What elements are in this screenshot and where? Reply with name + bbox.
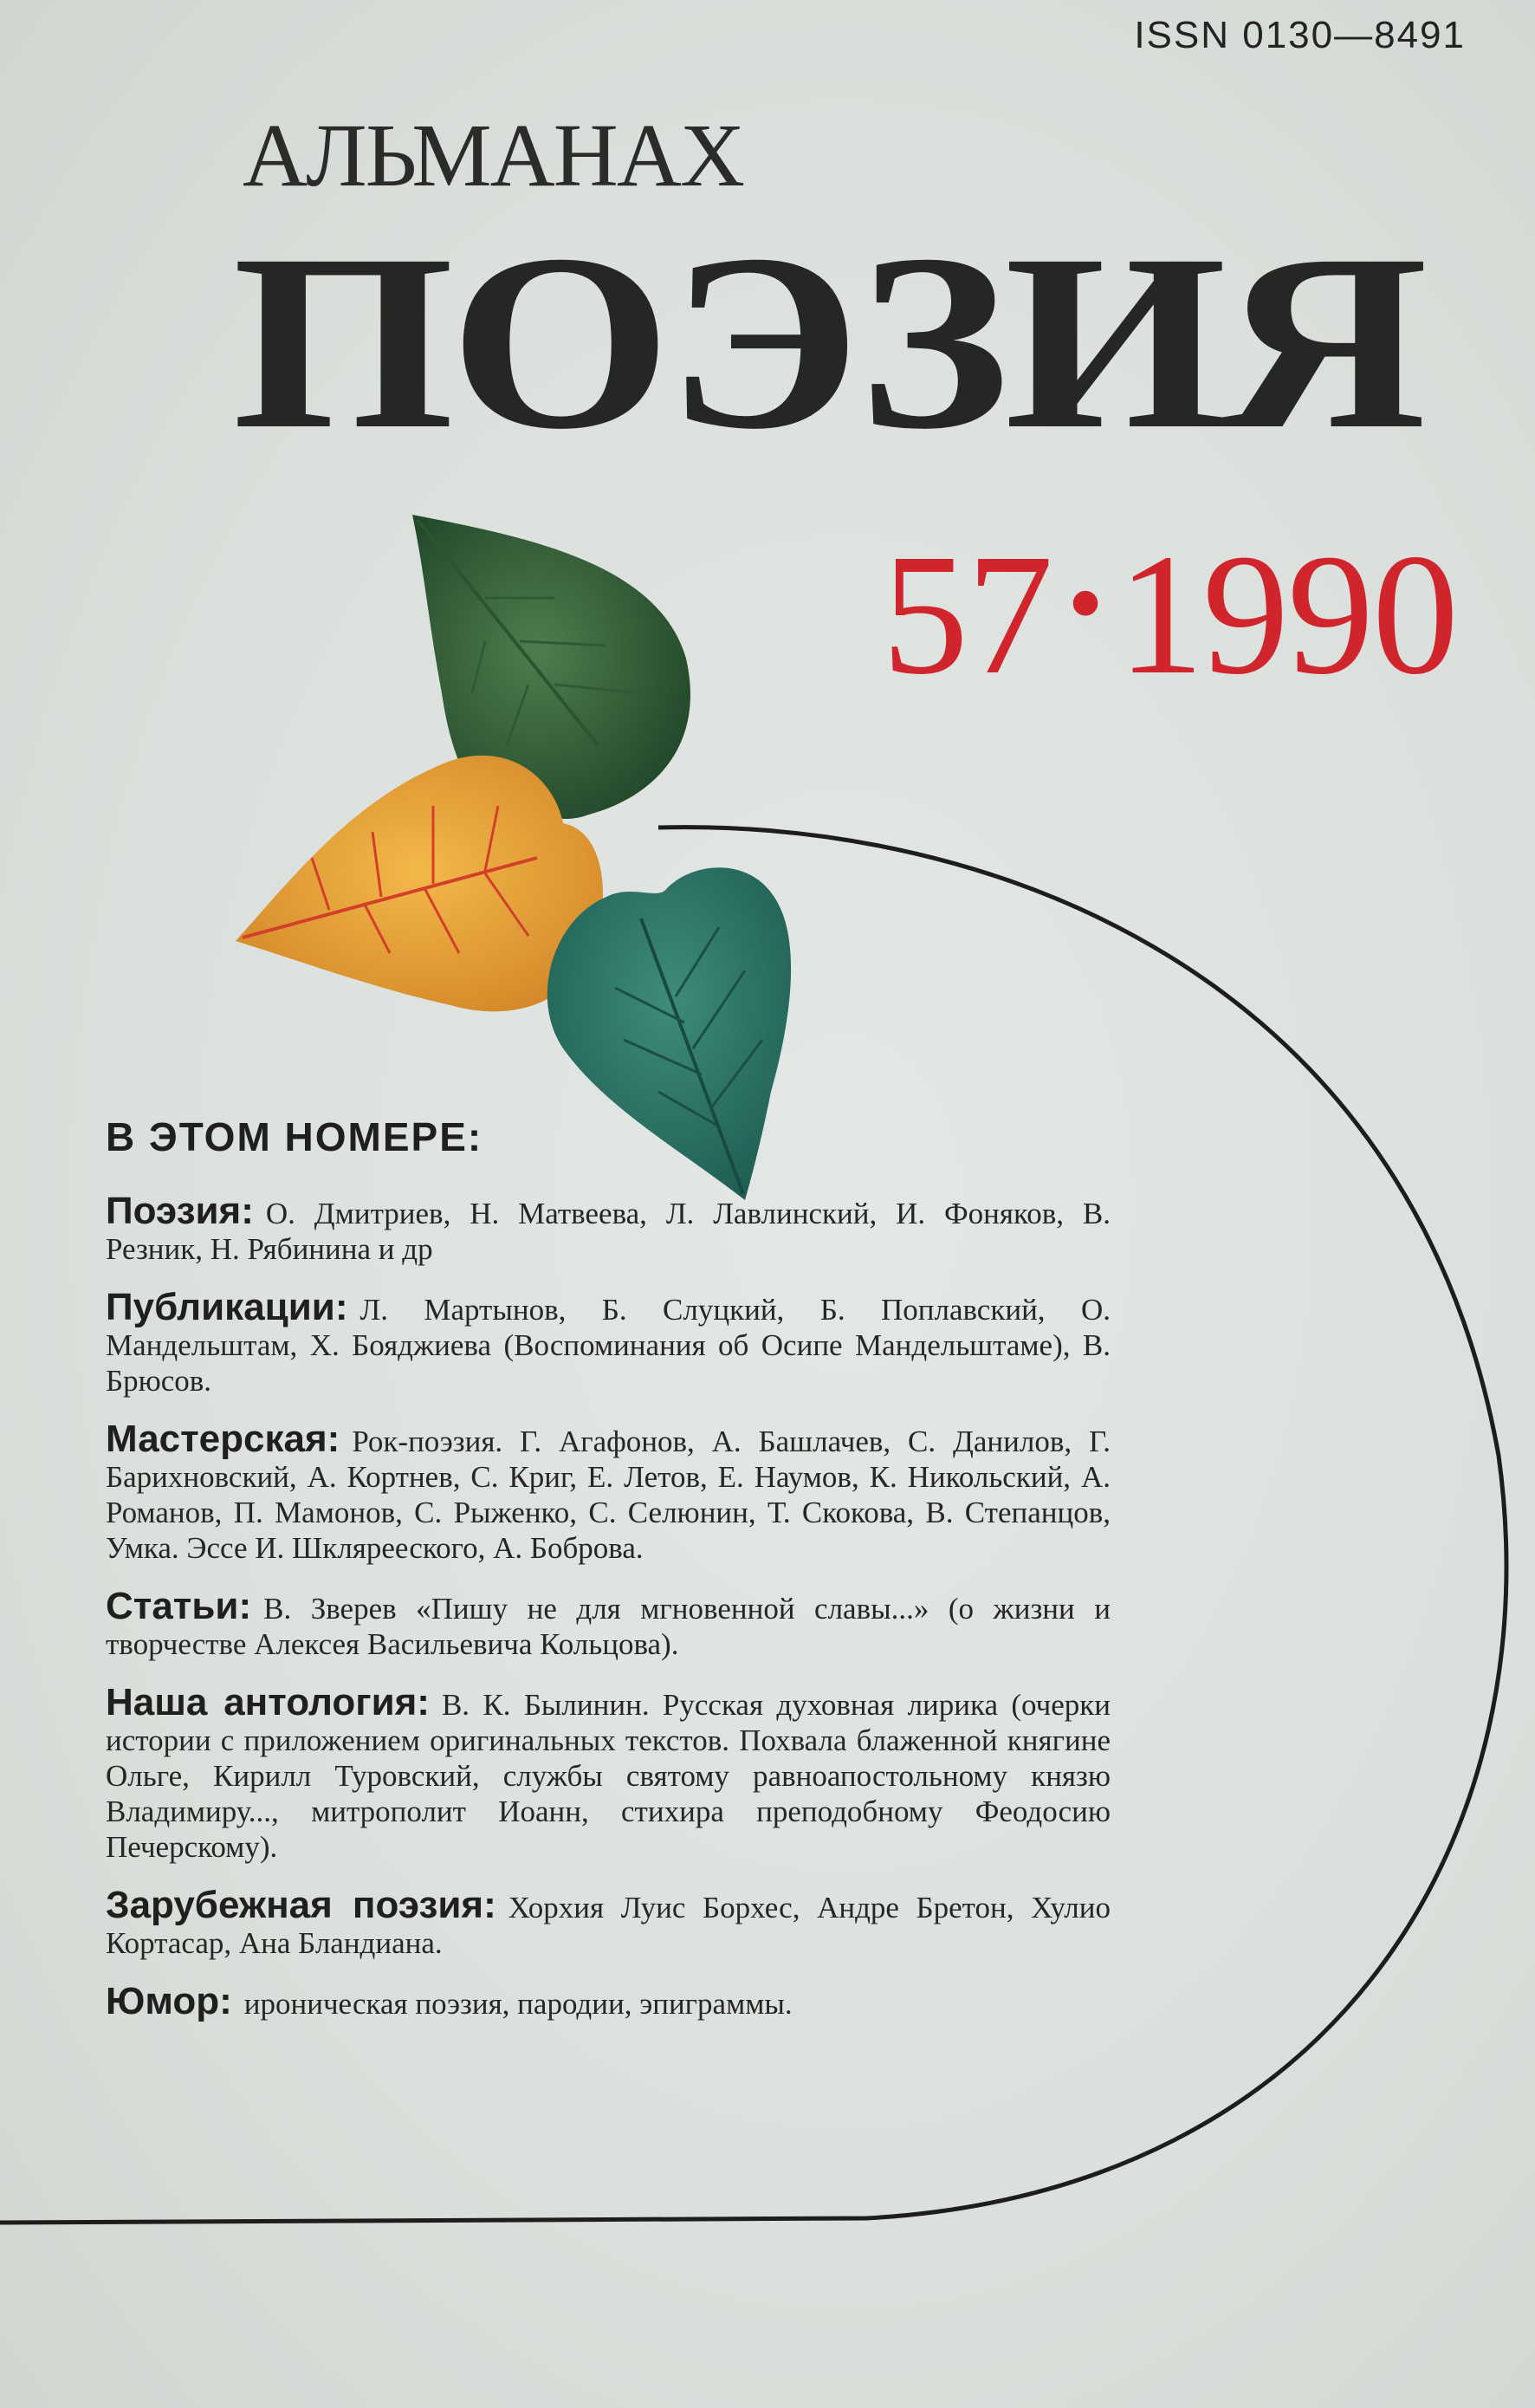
issue-num: 57	[881, 519, 1052, 711]
almanac-label: АЛЬМАНАХ	[243, 106, 744, 205]
section-label: Зарубежная поэзия:	[106, 1884, 496, 1926]
contents-section-foreign-poetry	[106, 1884, 1111, 1961]
issue-year: 1990	[1117, 519, 1457, 711]
section-text: В. К. Былинин. Русская духовная лирика (очерки истории с приложением оригинальных текстов. Похвала блаженной княгине Ольге, Кирилл Туровский, службы святому равноапостольному князю Владимиру..., митрополит Иоанн, стихира преподобному Феодосию Печерскому).	[106, 1688, 1111, 1864]
contents-section-anthology	[106, 1681, 1111, 1865]
contents-section-workshop	[106, 1418, 1111, 1566]
section-text: Хорхия Луис Борхес, Андре Бретон, Хулио Кортасар, Ана Бландиана.	[106, 1891, 1111, 1960]
section-text: О. Дмитриев, Н. Матвеева, Л. Лавлинский, И. Фоняков, В. Резник, Н. Рябинина и др	[106, 1197, 1111, 1266]
section-text: В. Зверев «Пишу не для мгновенной славы...» (о жизни и творчестве Алексея Васильевича Кольцова).	[106, 1592, 1111, 1661]
section-label: Поэзия:	[106, 1190, 254, 1232]
contents-section-humor	[106, 1980, 1111, 2022]
section-label: Мастерская:	[106, 1418, 340, 1460]
contents-section-poetry	[106, 1190, 1111, 1267]
issn-number: ISSN 0130—8491	[1134, 14, 1466, 56]
magazine-title: ПОЭЗИЯ	[232, 203, 1423, 482]
section-label: Статьи:	[106, 1585, 252, 1627]
contents-heading: В ЭТОМ НОМЕРЕ:	[106, 1114, 483, 1159]
table-of-contents	[106, 1113, 1111, 2044]
section-label: Публикации:	[106, 1286, 348, 1328]
contents-section-publications	[106, 1286, 1111, 1399]
section-text: ироническая поэзия, пародии, эпиграммы.	[243, 1987, 793, 2021]
orange-leaf	[236, 756, 603, 1012]
section-text: Л. Мартынов, Б. Слуцкий, Б. Поплавский, О. Мандельштам, Х. Бояджиева (Воспоминания об Осипе Мандельштаме), В. Брюсов.	[106, 1293, 1111, 1398]
contents-section-articles	[106, 1585, 1111, 1662]
issue-separator-dot: •	[1066, 545, 1102, 660]
section-label: Юмор:	[106, 1980, 232, 2022]
section-text: Рок-поэзия. Г. Агафонов, А. Башлачев, С. Данилов, Г. Барихновский, А. Кортнев, С. Криг, Е. Летов, Е. Наумов, К. Никольский, А. Романов, П. Мамонов, С. Рыженко, С. Селюнин, Т. Скокова, В. Степанцов, Умка. Эссе И. Шклярееского, А. Боброва.	[106, 1425, 1111, 1565]
section-label: Наша антология:	[106, 1681, 430, 1723]
